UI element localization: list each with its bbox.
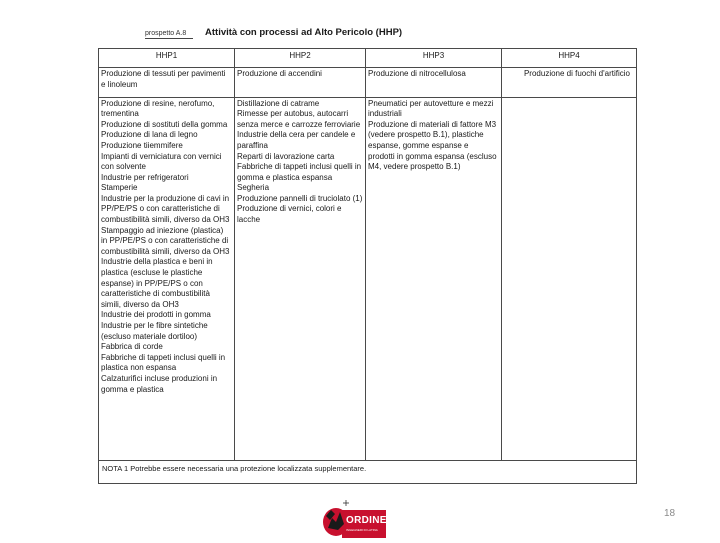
cell-line: Produzione di materiali di fattore M3 bbox=[368, 119, 497, 129]
column-header-hhp4: HHP4 bbox=[502, 49, 637, 68]
column-header-hhp3: HHP3 bbox=[366, 49, 502, 68]
cell-line: Produzione di accendini bbox=[237, 69, 322, 79]
cell-line: Fabbrica di corde bbox=[101, 342, 163, 352]
page-number: 18 bbox=[664, 508, 676, 519]
prospetto-label: prospetto A.8 bbox=[145, 30, 193, 39]
cell-line: PP/PE/PS o con caratteristiche di bbox=[101, 204, 220, 214]
cell-line: Pneumatici per autovetture e mezzi bbox=[368, 98, 494, 108]
cell-line: caratteristiche di combustibilità bbox=[101, 289, 210, 299]
cell-line: Distillazione di catrame bbox=[237, 98, 320, 108]
table-row bbox=[99, 68, 637, 97]
cell-hhp4-top bbox=[502, 68, 637, 97]
cell-line: Rimesse per autobus, autocarri bbox=[237, 109, 349, 119]
cell-line: Produzione di lana di legno bbox=[101, 130, 198, 140]
cell-line: simili, diverso da OH3 bbox=[101, 299, 179, 309]
table-row bbox=[99, 97, 637, 460]
cell-line: Stamperie bbox=[101, 183, 138, 193]
table-note: NOTA 1 Potrebbe essere necessaria una protezione localizzata supplementare. bbox=[99, 460, 637, 483]
cell-line: combustibilità simili, diverso da OH3 bbox=[101, 215, 230, 225]
cell-line: Industrie per la produzione di cavi in bbox=[101, 193, 230, 203]
cell-line: Produzione di vernici, colori e bbox=[237, 204, 342, 214]
cell-hhp3-main bbox=[366, 97, 502, 460]
cell-line: Produzione di resine, nerofumo, bbox=[101, 98, 215, 108]
cell-line: Fabbriche di tappeti inclusi quelli in bbox=[101, 352, 226, 362]
cell-line: espanse, gomme espanse e bbox=[368, 140, 469, 150]
cell-line: e linoleum bbox=[101, 79, 138, 89]
cell-hhp2-top bbox=[235, 68, 366, 97]
cell-line: Produzione di tessuti per pavimenti bbox=[101, 69, 226, 79]
cell-hhp3-top bbox=[366, 68, 502, 97]
cell-line: gomma e plastica bbox=[101, 384, 164, 394]
cell-line: Industrie della plastica e beni in bbox=[101, 257, 213, 267]
cell-line: Stampaggio ad iniezione (plastica) bbox=[101, 225, 224, 235]
column-header-hhp2: HHP2 bbox=[235, 49, 366, 68]
cell-line: Industrie della cera per candele e bbox=[237, 130, 356, 140]
cell-line: Industrie dei prodotti in gomma bbox=[101, 310, 211, 320]
cell-line: in PP/PE/PS o con caratteristiche di bbox=[101, 236, 229, 246]
cell-line: con solvente bbox=[101, 162, 146, 172]
cell-line: (vedere prospetto B.1), plastiche bbox=[368, 130, 484, 140]
cell-hhp4-main bbox=[502, 97, 637, 460]
logo-text: ORDINE bbox=[346, 515, 387, 526]
cell-hhp1-main bbox=[99, 97, 235, 460]
cell-line: M4, vedere prospetto B.1) bbox=[368, 162, 461, 172]
cell-line: industriali bbox=[368, 109, 402, 119]
cell-hhp2-main bbox=[235, 97, 366, 460]
cell-line: Reparti di lavorazione carta bbox=[237, 151, 335, 161]
cell-line: Segheria bbox=[237, 183, 270, 193]
logo-subtext: INGEGNERI DI LATINA bbox=[346, 528, 378, 532]
cell-line: lacche bbox=[237, 215, 261, 225]
cell-line: combustibilità simili, diverso da OH3 bbox=[101, 246, 230, 256]
cell-line: plastica non espansa bbox=[101, 363, 177, 373]
cell-line: prodotti in gomma espansa (escluso bbox=[368, 151, 497, 161]
cell-line: Produzione di sostituti della gomma bbox=[101, 119, 228, 129]
cell-line: trementina bbox=[101, 109, 139, 119]
cell-line: senza merce e carrozze ferroviarie bbox=[237, 119, 361, 129]
column-header-hhp1: HHP1 bbox=[99, 49, 235, 68]
document-header bbox=[145, 27, 615, 41]
table-header-row bbox=[99, 49, 637, 68]
cell-line: Produzione di fuochi d'artificio bbox=[523, 69, 630, 79]
cell-line: Fabbriche di tappeti inclusi quelli in bbox=[237, 162, 362, 172]
cell-line: gomma e plastica espansa bbox=[237, 172, 333, 182]
ordine-ingegneri-logo bbox=[322, 498, 388, 538]
cell-hhp1-top bbox=[99, 68, 235, 97]
cell-line: Produzione tiiemmifere bbox=[101, 140, 183, 150]
table-title: Attività con processi ad Alto Pericolo (HHP) bbox=[205, 27, 403, 38]
cell-line: Industrie per le fibre sintetiche bbox=[101, 321, 208, 331]
cell-line: espanse) in PP/PE/PS o con bbox=[101, 278, 203, 288]
cell-line: (escluso materiale dortiloo) bbox=[101, 331, 198, 341]
cell-line: Produzione pannelli di truciolato (1) bbox=[237, 193, 363, 203]
cell-line: Industrie per refrigeratori bbox=[101, 172, 189, 182]
cell-line: Calzaturifici incluse produzioni in bbox=[101, 373, 218, 383]
table-note-row bbox=[99, 460, 637, 483]
cell-line: Impianti di verniciatura con vernici bbox=[101, 151, 222, 161]
cell-line: Produzione di nitrocellulosa bbox=[368, 69, 466, 79]
cell-line: paraffina bbox=[237, 140, 268, 150]
cell-line: plastica (escluse le plastiche bbox=[101, 268, 203, 278]
hhp-table bbox=[98, 48, 637, 484]
